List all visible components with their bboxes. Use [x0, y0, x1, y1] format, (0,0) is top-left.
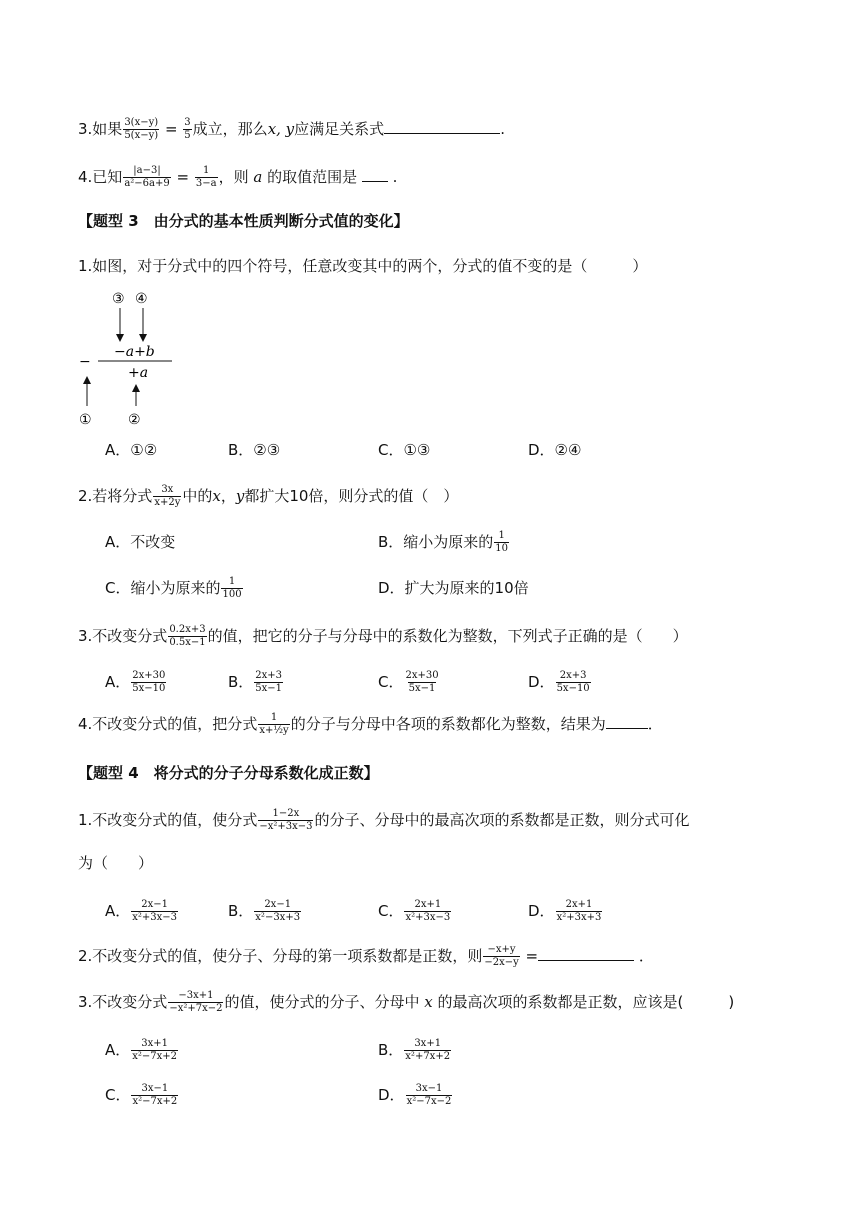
s3q2-fraction: $\frac{3x}{x+2y}$ — [154, 484, 181, 508]
s3q4-fraction: $\frac{1}{\text{x+½y}}$ — [259, 712, 289, 736]
option-a[interactable]: A．不改变 — [105, 533, 176, 551]
option-a[interactable]: A． $\frac{2x-1}{\text{x²+3x−3}}$ — [105, 899, 178, 923]
option-d[interactable]: D．②④ — [528, 441, 582, 459]
option-b[interactable]: B． $\frac{3x+1}{\text{x²+7x+2}}$ — [378, 1038, 451, 1062]
s4-question-1-line2: 为（ ） — [78, 854, 154, 872]
circle-4-label: ④ — [135, 291, 148, 307]
leading-minus: − — [79, 354, 91, 370]
s3-question-1: 1.如图，对于分式中的四个符号，任意改变其中的两个，分式的值不变的是（ ） — [78, 257, 648, 275]
q3-rhs-fraction: $\frac{3}{5}$ — [184, 117, 191, 141]
option-c[interactable]: C． $\frac{2x+30}{5x-1}$ — [378, 670, 439, 694]
answer-blank[interactable] — [362, 167, 388, 182]
q4-rhs-fraction: $\frac{1}{3-a}$ — [195, 165, 217, 189]
figure-denominator: +a — [128, 365, 149, 381]
option-b[interactable]: B．②③ — [228, 441, 281, 459]
option-d[interactable]: D． $\frac{2x+1}{\text{x²+3x+3}}$ — [528, 899, 602, 923]
s3-question-2: 2.若将分式 $\frac{3x}{x+2y}$ 中的x，y都扩大10倍，则分式的值（ ） — [78, 484, 459, 508]
s4q1-fraction: $\frac{1-2x}{\text{−x²+3x−3}}$ — [259, 808, 313, 832]
option-b[interactable]: B． $\frac{2x-1}{\text{x²−3x+3}}$ — [228, 899, 301, 923]
question-3-condition: 3.如果 $\frac{3(x-y)}{5(x-y)}$ = $\frac{3}{5}$ 成立，那么x, y应满足关系式 . — [78, 117, 505, 141]
q3-vars: x, y — [267, 120, 295, 138]
option-c[interactable]: C．①③ — [378, 441, 431, 459]
sign-diagram — [76, 286, 206, 426]
option-a[interactable]: A．①② — [105, 441, 158, 459]
q3-prefix: 3.如果 — [78, 120, 123, 138]
answer-blank[interactable] — [384, 119, 500, 134]
option-c[interactable]: C．缩小为原来的 $\frac{1}{100}$ — [105, 576, 242, 600]
option-b[interactable]: B．缩小为原来的 $\frac{1}{10}$ — [378, 530, 509, 554]
figure-numerator: −a+b — [114, 344, 155, 360]
circle-2-label: ② — [128, 412, 141, 426]
s4-question-2: 2.不改变分式的值，使分子、分母的第一项系数都是正数，则 $\frac{-x+y}{-2x-y}$ = ． — [78, 944, 654, 968]
q4-fraction: $\frac{|a-3|}{\text{a²−6a+9}}$ — [124, 165, 170, 189]
option-b[interactable]: B． $\frac{2x+3}{5x-1}$ — [228, 670, 283, 694]
s4q3-fraction: $\frac{-3x+1}{\text{−x²+7x−2}}$ — [169, 990, 223, 1014]
q3-equals: = — [164, 120, 178, 138]
q3-text: 成立，那么 — [192, 120, 268, 138]
answer-blank[interactable] — [538, 946, 634, 961]
answer-blank[interactable] — [606, 714, 648, 729]
option-d[interactable]: D．扩大为原来的10倍 — [378, 579, 529, 597]
circle-3-label: ③ — [112, 291, 125, 307]
option-c[interactable]: C． $\frac{2x+1}{\text{x²+3x−3}}$ — [378, 899, 451, 923]
s4q2-fraction: $\frac{-x+y}{-2x-y}$ — [484, 944, 519, 968]
s3-question-3: 3.不改变分式 $\frac{0.2x+3}{0.5x-1}$ 的值，把它的分子与分母中的系数化为整数，下列式子正确的是（ ） — [78, 624, 688, 648]
circle-1-label: ① — [79, 412, 92, 426]
s4-question-1: 1.不改变分式的值，使分式 $\frac{1-2x}{\text{−x²+3x−3}}$ 的分子、分母中的最高次项的系数都是正数，则分式可化 — [78, 808, 690, 832]
option-d[interactable]: D． $\frac{3x-1}{\text{x²−7x−2}}$ — [378, 1083, 452, 1107]
q3-text2: 应满足关系式 — [294, 120, 385, 138]
option-a[interactable]: A． $\frac{2x+30}{5x-10}$ — [105, 670, 166, 694]
section-3-heading: 【题型 3 由分式的基本性质判断分式值的变化】 — [78, 212, 409, 230]
q3-fraction: $\frac{3(x-y)}{5(x-y)}$ — [124, 117, 159, 141]
s4-question-3: 3.不改变分式 $\frac{-3x+1}{\text{−x²+7x−2}}$ 的值，使分式的分子、分母中 x 的最高次项的系数都是正数，应该是( ) — [78, 990, 735, 1014]
option-d[interactable]: D． $\frac{2x+3}{5x-10}$ — [528, 670, 590, 694]
s3q3-fraction: $\frac{0.2x+3}{0.5x-1}$ — [169, 624, 206, 648]
option-c[interactable]: C． $\frac{3x-1}{\text{x²−7x+2}}$ — [105, 1083, 178, 1107]
question-4-range: 4.已知 $\frac{|a-3|}{\text{a²−6a+9}}$ = $\frac{1}{3-a}$ ，则 a 的取值范围是 . — [78, 165, 398, 189]
s3-question-4: 4.不改变分式的值，把分式 $\frac{1}{\text{x+½y}}$ 的分子与分母中各项的系数都化为整数，结果为 ． — [78, 712, 663, 736]
section-4-heading: 【题型 4 将分式的分子分母系数化成正数】 — [78, 764, 379, 782]
option-a[interactable]: A． $\frac{3x+1}{\text{x²−7x+2}}$ — [105, 1038, 178, 1062]
